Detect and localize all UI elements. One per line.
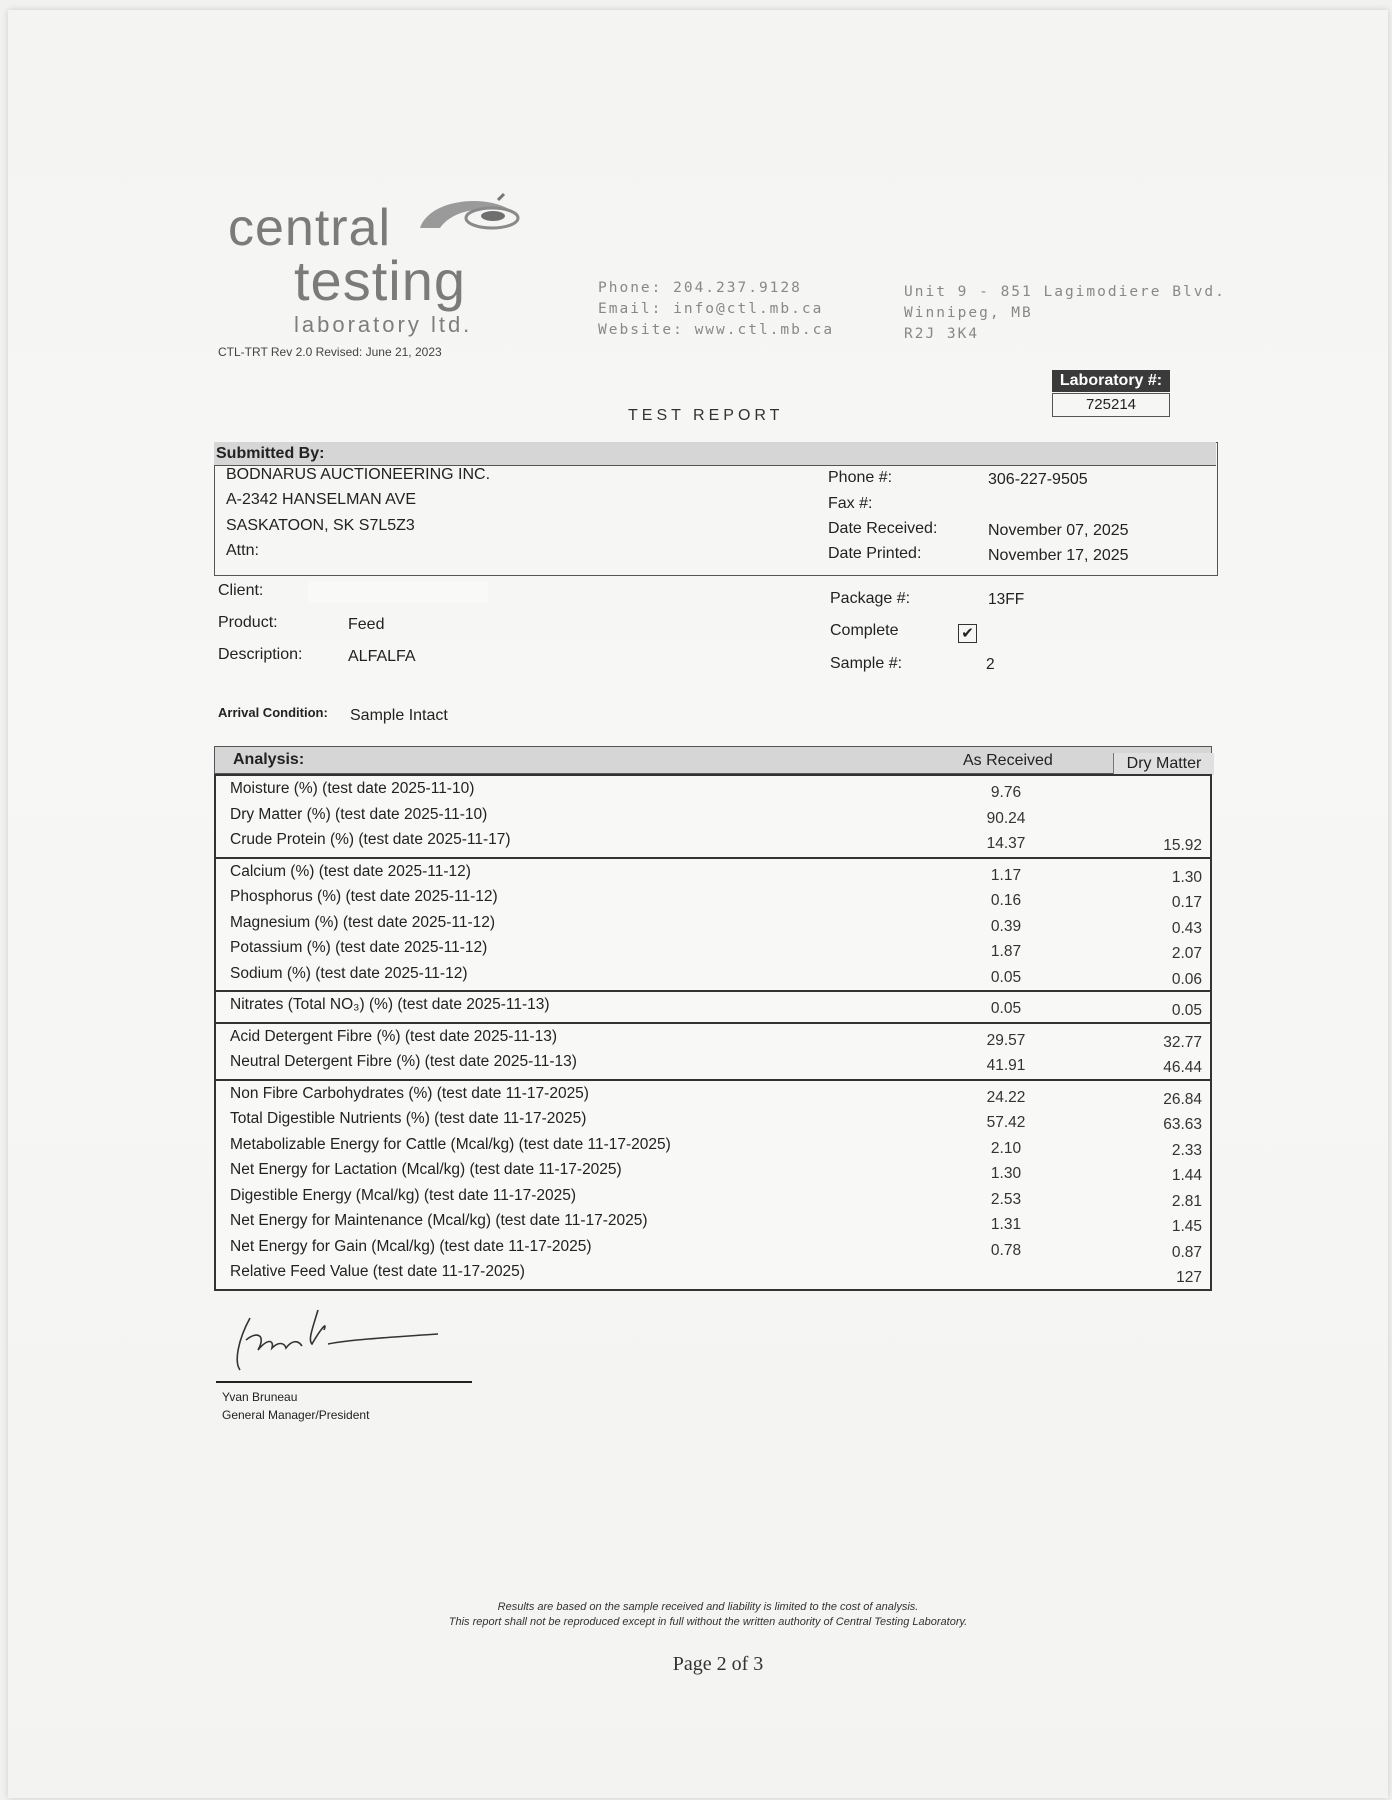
- submitter-name: BODNARUS AUCTIONEERING INC.: [226, 466, 491, 483]
- as-received-value: 0.39: [990, 917, 1022, 935]
- submitter-city: SASKATOON, SK S7L5Z3: [226, 517, 415, 534]
- page-number: Page 2 of 3: [672, 1653, 764, 1675]
- description-value: ALFALFA: [348, 648, 416, 665]
- as-received-value: 0.78: [990, 1241, 1022, 1259]
- analyte-name: Sodium (%) (test date 2025-11-12): [230, 964, 468, 982]
- arrival-label: Arrival Condition:: [218, 705, 328, 720]
- as-received-value: 90.24: [986, 809, 1026, 827]
- as-received-value: 57.42: [986, 1114, 1026, 1131]
- as-received-header: As Received: [963, 752, 1053, 769]
- analysis-row: [216, 861, 1210, 886]
- dry-matter-value: 0.43: [1171, 919, 1202, 937]
- dry-matter-value: 0.87: [1171, 1243, 1202, 1261]
- analysis-row: [216, 1051, 1210, 1076]
- analyte-name: Relative Feed Value (test date 11-17-2025): [230, 1263, 525, 1280]
- date-received-value: November 07, 2025: [988, 522, 1129, 539]
- contact-phone: Phone: 204.237.9128: [598, 280, 802, 296]
- analyte-name: Net Energy for Maintenance (Mcal/kg) (test date 11-17-2025): [230, 1212, 648, 1229]
- logo-text-central: central: [228, 199, 392, 257]
- analyte-name: Digestible Energy (Mcal/kg) (test date 11-17-2025): [230, 1186, 577, 1204]
- as-received-value: 24.22: [986, 1088, 1026, 1106]
- submitter-address: A-2342 HANSELMAN AVE: [226, 491, 417, 508]
- product-label: Product:: [218, 614, 278, 631]
- analysis-row: [216, 778, 1210, 803]
- sample-value: 2: [986, 656, 995, 673]
- analysis-row: [216, 1134, 1210, 1159]
- logo-text-testing: testing: [294, 249, 466, 312]
- address-line: Winnipeg, MB: [904, 305, 1033, 321]
- analyte-name: Nitrates (Total NO₃) (%) (test date 2025-11-13): [230, 996, 550, 1013]
- complete-checkbox: ✔: [958, 624, 977, 643]
- date-received-label: Date Received:: [828, 520, 938, 537]
- analysis-group: [214, 1079, 1212, 1291]
- signatory-title: General Manager/President: [222, 1408, 370, 1422]
- analysis-row: [216, 1261, 1210, 1286]
- lab-number-label: Laboratory #:: [1052, 370, 1170, 392]
- as-received-value: 1.31: [990, 1216, 1022, 1233]
- analysis-table: [214, 746, 1212, 1296]
- lab-address: [904, 282, 1226, 345]
- report-title: TEST REPORT: [628, 407, 784, 424]
- dry-matter-value: 26.84: [1163, 1090, 1202, 1108]
- submitted-by-heading: Submitted By:: [214, 442, 1216, 466]
- as-received-value: 9.76: [990, 784, 1022, 801]
- dry-matter-value: 2.81: [1171, 1192, 1202, 1210]
- dry-matter-value: 2.33: [1171, 1141, 1202, 1159]
- analysis-row: [216, 1185, 1210, 1210]
- analyte-name: Non Fibre Carbohydrates (%) (test date 11-17-2025): [230, 1084, 589, 1102]
- contact-website: Website: www.ctl.mb.ca: [598, 322, 835, 338]
- phone-label: Phone #:: [828, 469, 893, 486]
- as-received-value: 0.16: [990, 892, 1022, 909]
- arrival-value: Sample Intact: [350, 707, 448, 724]
- as-received-value: 0.05: [990, 968, 1022, 986]
- dry-matter-value: 127: [1176, 1269, 1202, 1286]
- complete-label: Complete: [830, 622, 899, 639]
- client-label: Client:: [218, 582, 264, 599]
- analysis-row: [216, 1026, 1210, 1051]
- as-received-value: 41.91: [986, 1057, 1026, 1074]
- analysis-row: [216, 1159, 1210, 1184]
- analyte-name: Magnesium (%) (test date 2025-11-12): [230, 913, 496, 931]
- dry-matter-value: 15.92: [1163, 837, 1202, 854]
- dry-matter-value: 2.07: [1171, 945, 1202, 962]
- analysis-row: [216, 937, 1210, 962]
- analysis-group: [214, 774, 1212, 859]
- sample-label: Sample #:: [830, 655, 903, 672]
- analyte-name: Phosphorus (%) (test date 2025-11-12): [230, 888, 498, 905]
- submitter-attn: Attn:: [226, 542, 259, 559]
- fax-label: Fax #:: [828, 495, 873, 512]
- revision-note: CTL-TRT Rev 2.0 Revised: June 21, 2023: [218, 345, 442, 359]
- signature-line: [216, 1381, 472, 1383]
- analyte-name: Calcium (%) (test date 2025-11-12): [230, 862, 471, 880]
- disclaimer: [308, 1600, 1108, 1630]
- dry-matter-value: 1.45: [1171, 1218, 1202, 1235]
- dry-matter-value: 32.77: [1163, 1033, 1202, 1051]
- dry-matter-value: 0.06: [1171, 970, 1202, 988]
- analysis-group: [214, 857, 1212, 993]
- dry-matter-value: 1.30: [1171, 868, 1202, 886]
- as-received-value: 1.87: [990, 943, 1022, 960]
- analysis-group: [214, 990, 1212, 1024]
- report-page: [8, 10, 1388, 1798]
- analyte-name: Total Digestible Nutrients (%) (test date 11-17-2025): [230, 1110, 587, 1127]
- analysis-row: [216, 1210, 1210, 1235]
- contact-info: [598, 278, 834, 341]
- address-line: Unit 9 - 851 Lagimodiere Blvd.: [904, 284, 1226, 300]
- phone-value: 306-227-9505: [988, 471, 1088, 488]
- analyte-name: Dry Matter (%) (test date 2025-11-10): [230, 805, 488, 823]
- dry-matter-value: 1.44: [1171, 1167, 1202, 1184]
- analysis-row: [216, 912, 1210, 937]
- client-redacted: [308, 582, 488, 602]
- analysis-group: [214, 1022, 1212, 1081]
- signatory: [222, 1388, 369, 1424]
- analysis-row: [216, 804, 1210, 829]
- analysis-row: [216, 829, 1210, 854]
- dry-matter-value: 63.63: [1163, 1116, 1202, 1133]
- as-received-value: 2.10: [990, 1139, 1022, 1157]
- analyte-name: Metabolizable Energy for Cattle (Mcal/kg) (test date 11-17-2025): [230, 1135, 671, 1153]
- date-printed-value: November 17, 2025: [988, 547, 1129, 564]
- signatory-name: Yvan Bruneau: [222, 1390, 298, 1404]
- description-label: Description:: [218, 646, 303, 663]
- analyte-name: Potassium (%) (test date 2025-11-12): [230, 939, 488, 956]
- as-received-value: 14.37: [986, 835, 1026, 852]
- date-printed-label: Date Printed:: [828, 545, 922, 562]
- dry-matter-value: 0.17: [1171, 894, 1202, 911]
- analysis-row: [216, 994, 1210, 1019]
- dry-matter-value: 0.05: [1171, 1002, 1202, 1019]
- as-received-value: 1.17: [990, 866, 1022, 884]
- analysis-row: [216, 963, 1210, 988]
- lab-number-value: 725214: [1052, 393, 1170, 417]
- analyte-name: Acid Detergent Fibre (%) (test date 2025-11-13): [230, 1027, 558, 1045]
- analysis-heading: Analysis:: [233, 751, 305, 768]
- analysis-row: [216, 1108, 1210, 1133]
- analyte-name: Net Energy for Lactation (Mcal/kg) (test date 11-17-2025): [230, 1161, 622, 1178]
- contact-email: Email: info@ctl.mb.ca: [598, 301, 824, 317]
- analyte-name: Moisture (%) (test date 2025-11-10): [230, 780, 475, 797]
- as-received-value: 2.53: [990, 1190, 1022, 1208]
- dry-matter-header: Dry Matter: [1113, 753, 1214, 775]
- logo-text-laboratory: laboratory ltd.: [294, 312, 473, 337]
- disclaimer-line: This report shall not be reproduced except in full without the written authority of Central Testing Laboratory.: [448, 1616, 968, 1628]
- analyte-name: Neutral Detergent Fibre (%) (test date 2025-11-13): [230, 1053, 577, 1070]
- analysis-row: [216, 886, 1210, 911]
- disclaimer-line: Results are based on the sample received and liability is limited to the cost of analysis.: [497, 1601, 919, 1613]
- analyte-name: Crude Protein (%) (test date 2025-11-17): [230, 831, 511, 848]
- analyte-name: Net Energy for Gain (Mcal/kg) (test date 11-17-2025): [230, 1237, 592, 1255]
- as-received-value: 29.57: [986, 1031, 1026, 1049]
- package-label: Package #:: [830, 590, 911, 607]
- as-received-value: 1.30: [990, 1165, 1022, 1182]
- package-value: 13FF: [988, 591, 1025, 608]
- analysis-header: [214, 746, 1212, 774]
- analysis-row: [216, 1083, 1210, 1108]
- analysis-row: [216, 1236, 1210, 1261]
- dry-matter-value: 46.44: [1163, 1059, 1202, 1076]
- address-line: R2J 3K4: [904, 326, 980, 342]
- signature-image: [228, 1300, 468, 1380]
- product-value: Feed: [348, 616, 385, 633]
- as-received-value: 0.05: [990, 1000, 1022, 1017]
- logo-swirl-icon: [410, 188, 530, 248]
